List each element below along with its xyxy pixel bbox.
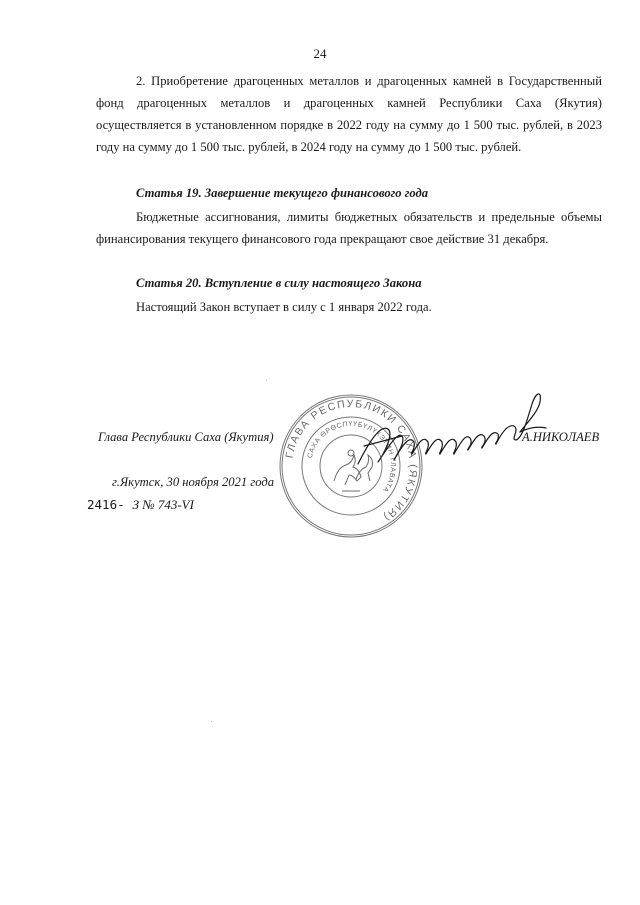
scan-speck	[266, 380, 267, 381]
seal-inner-text: САХА ӨРӨСПҮҮБҮЛҮКЭТИН ГЛАВАТА	[306, 420, 397, 494]
place-and-date: г.Якутск, 30 ноября 2021 года	[112, 475, 275, 489]
article-19-heading: Статья 19. Завершение текущего финансового года	[136, 186, 429, 200]
scan-speck	[211, 721, 212, 722]
page-number: 24	[313, 46, 327, 61]
article-19-text: Бюджетные ассигнования, лимиты бюджетных обязательств и предельные объемы финансирования текущего финансового года прекращают свое действие 31 декабря.	[96, 210, 602, 246]
signatory-position: Глава Республики Саха (Якутия)	[98, 430, 274, 444]
paragraph-item-2: 2. Приобретение драгоценных металлов и драгоценных камней в Государственный фонд драгоценных металлов и драгоценных камней Республики Саха (Якутия) осуществляется в установленном порядке в 2022 году на сумму до 1 500 тыс. рублей, в 2023 году на сумму до 1 500 тыс. рублей, в 2024 году на сумму до 1 500 тыс. рублей.	[96, 74, 602, 154]
law-number-value: З № 743-VI	[132, 497, 194, 512]
seal-outer-text: ГЛАВА РЕСПУБЛИКИ САХА (ЯКУТИЯ)	[283, 397, 420, 524]
law-number	[87, 497, 194, 513]
article-20-heading: Статья 20. Вступление в силу настоящего Закона	[136, 276, 422, 290]
law-number-prefix: 2416-	[87, 497, 125, 512]
signatory-name: А.НИКОЛАЕВ	[522, 430, 600, 444]
article-20-text: Настоящий Закон вступает в силу с 1 января 2022 года.	[136, 300, 432, 314]
